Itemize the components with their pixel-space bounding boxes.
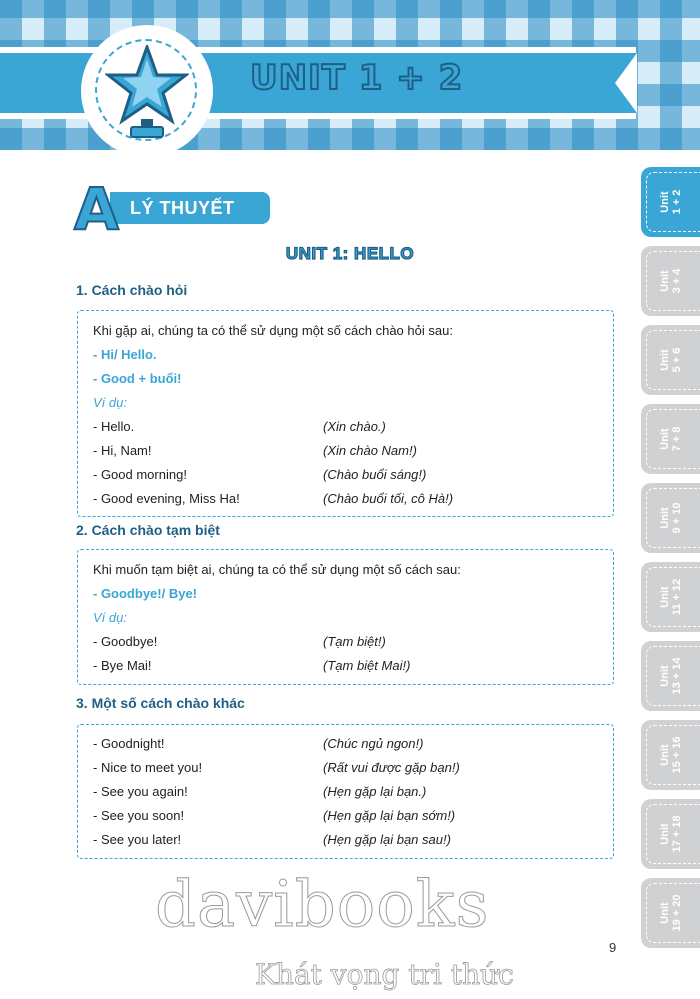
example-en: - Hello. xyxy=(93,419,135,434)
phrase-vi: (Chúc ngủ ngon!) xyxy=(323,736,424,751)
example-label: Ví dụ: xyxy=(93,610,127,625)
unit-heading: UNIT 1: HELLO xyxy=(285,244,415,263)
example-vi: (Tạm biệt Mai!) xyxy=(323,658,411,673)
part-1-intro: Khi gặp ai, chúng ta có thể sử dụng một số cách chào hỏi sau: xyxy=(93,323,453,338)
phrase-en: - See you again! xyxy=(93,784,188,799)
phrase-vi: (Hẹn gặp lại bạn sau!) xyxy=(323,832,451,847)
example-en: - Good morning! xyxy=(93,467,187,482)
example-en: - Hi, Nam! xyxy=(93,443,152,458)
unit-tab-label: Unit 1 + 2 xyxy=(658,189,683,215)
unit-tab-label: Unit 3 + 4 xyxy=(658,268,683,294)
unit-tab-label: Unit 11 + 12 xyxy=(658,578,683,616)
unit-tab-7-8[interactable] xyxy=(641,404,700,474)
part-1-box xyxy=(77,310,614,517)
highlight-line: - Good + buổi! xyxy=(93,371,182,386)
watermark-brand: davibooks xyxy=(155,868,490,942)
unit-tab-11-12[interactable] xyxy=(641,562,700,632)
phrase-vi: (Rất vui được gặp bạn!) xyxy=(323,760,460,775)
part-2-box xyxy=(77,549,614,685)
example-vi: (Chào buổi sáng!) xyxy=(323,467,427,482)
example-en: - Goodbye! xyxy=(93,634,158,649)
phrase-en: - Goodnight! xyxy=(93,736,165,751)
page-title: UNIT 1 + 2 xyxy=(250,58,464,98)
example-vi: (Chào buổi tối, cô Hà!) xyxy=(323,491,454,506)
example-en: - Bye Mai! xyxy=(93,658,152,673)
highlight-line: - Hi/ Hello. xyxy=(93,347,157,362)
phrase-en: - See you later! xyxy=(93,832,182,847)
phrase-vi: (Hẹn gặp lại bạn.) xyxy=(323,784,427,799)
unit-tab-9-10[interactable] xyxy=(641,483,700,553)
example-vi: (Xin chào.) xyxy=(323,419,386,434)
example-label: Ví dụ: xyxy=(93,395,127,410)
unit-tab-label: Unit 5 + 6 xyxy=(658,347,683,373)
star-trophy-icon xyxy=(105,45,189,141)
part-2-intro: Khi muốn tạm biệt ai, chúng ta có thể sử dụng một số cách sau: xyxy=(93,562,461,577)
unit-tab-label: Unit 7 + 8 xyxy=(658,426,683,452)
trophy-badge xyxy=(84,28,210,154)
unit-tab-label: Unit 19 + 20 xyxy=(658,894,683,932)
unit-tab-17-18[interactable] xyxy=(641,799,700,869)
part-1-heading: 1. Cách chào hỏi xyxy=(76,282,188,298)
example-vi: (Tạm biệt!) xyxy=(323,634,386,649)
part-3-heading: 3. Một số cách chào khác xyxy=(76,695,245,711)
unit-tab-label: Unit 17 + 18 xyxy=(658,815,683,853)
section-letter: A xyxy=(74,175,119,243)
unit-tab-label: Unit 15 + 16 xyxy=(658,736,683,774)
phrase-vi: (Hẹn gặp lại bạn sớm!) xyxy=(323,808,456,823)
part-3-box xyxy=(77,724,614,859)
unit-tab-label: Unit 13 + 14 xyxy=(658,657,683,695)
unit-tab-1-2[interactable] xyxy=(641,167,700,237)
section-title: LÝ THUYẾT xyxy=(130,198,235,218)
part-2-heading: 2. Cách chào tạm biệt xyxy=(76,522,220,538)
unit-tab-19-20[interactable] xyxy=(641,878,700,948)
highlight-line: - Goodbye!/ Bye! xyxy=(93,586,198,601)
phrase-en: - Nice to meet you! xyxy=(93,760,203,775)
unit-tab-13-14[interactable] xyxy=(641,641,700,711)
example-vi: (Xin chào Nam!) xyxy=(323,443,417,458)
page-number: 9 xyxy=(609,940,617,955)
phrase-en: - See you soon! xyxy=(93,808,185,823)
example-en: - Good evening, Miss Ha! xyxy=(93,491,240,506)
unit-tab-15-16[interactable] xyxy=(641,720,700,790)
unit-tab-5-6[interactable] xyxy=(641,325,700,395)
section-band xyxy=(110,192,270,224)
watermark-slogan: Khát vọng tri thức xyxy=(255,958,514,991)
unit-tab-label: Unit 9 + 10 xyxy=(658,502,683,534)
